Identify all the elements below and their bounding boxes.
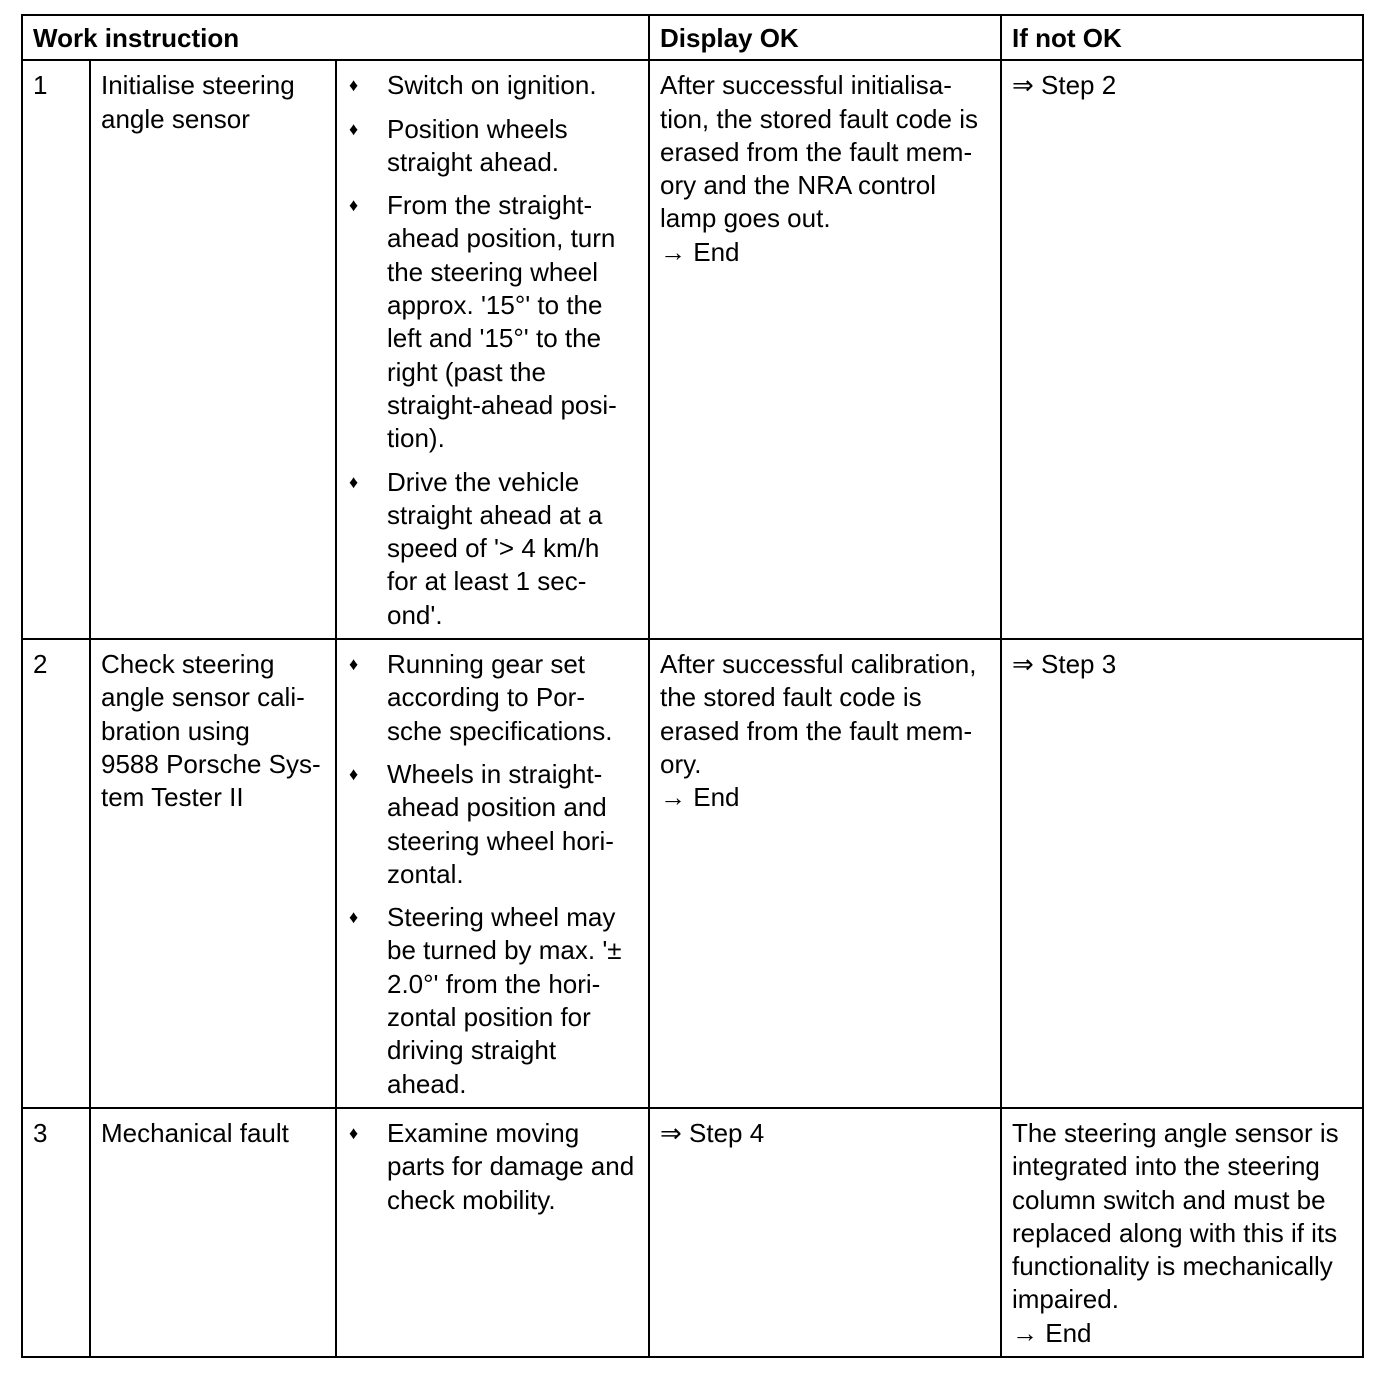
instruction-line: Position wheels: [387, 113, 568, 144]
instruction-line: sche specifications.: [387, 715, 613, 746]
list-item: [347, 113, 638, 180]
if-not-ok-line: integrated into the steering: [1012, 1151, 1320, 1182]
step-title-line: Check steering: [101, 649, 275, 680]
list-item: [347, 901, 638, 1101]
instruction-line: ond'.: [387, 599, 443, 630]
display-ok-line: erased from the fault mem-: [660, 136, 973, 167]
instruction-line: zontal.: [387, 858, 464, 889]
if-not-ok-line: functionality is mechanically: [1012, 1251, 1333, 1282]
instruction-line: Examine moving: [387, 1117, 580, 1148]
if-not-ok-line: replaced along with this if its: [1012, 1217, 1338, 1248]
list-item: [347, 648, 638, 748]
instruction-line: steering wheel hori-: [387, 825, 614, 856]
step-number: 3: [22, 1108, 90, 1357]
instruction-line: straight-ahead posi-: [387, 389, 617, 420]
diamond-bullet-icon: ♦: [349, 654, 359, 675]
header-work-instruction: Work instruction: [22, 15, 649, 60]
instruction-list: [347, 1117, 638, 1217]
instruction-line: driving straight: [387, 1035, 557, 1066]
diamond-bullet-icon: ♦: [349, 907, 359, 928]
step-title-line: angle sensor: [101, 103, 250, 134]
list-item: [347, 69, 638, 102]
if-not-ok-line: impaired.: [1012, 1284, 1119, 1315]
instruction-steps: [336, 1108, 649, 1357]
instruction-line: Drive the vehicle: [387, 466, 580, 497]
diamond-bullet-icon: ♦: [349, 195, 359, 216]
table-row: [22, 1108, 1363, 1357]
list-item: [347, 1117, 638, 1217]
step-title-line: Mechanical fault: [101, 1117, 289, 1148]
instruction-line: Wheels in straight-: [387, 758, 603, 789]
instruction-line: ahead.: [387, 1068, 467, 1099]
display-ok-line: → End: [660, 236, 740, 267]
instruction-steps: [336, 60, 649, 639]
if-not-ok-cell: [1001, 1108, 1363, 1357]
instruction-line: approx. '15°' to the: [387, 290, 603, 321]
instruction-line: parts for damage and: [387, 1151, 635, 1182]
display-ok-line: the stored fault code is: [660, 682, 922, 713]
diamond-bullet-icon: ♦: [349, 75, 359, 96]
if-not-ok-cell: [1001, 60, 1363, 639]
header-display-ok: Display OK: [649, 15, 1001, 60]
diamond-bullet-icon: ♦: [349, 763, 359, 784]
step-title-line: bration using: [101, 715, 250, 746]
step-title-line: 9588 Porsche Sys-: [101, 748, 321, 779]
list-item: [347, 466, 638, 632]
display-ok-line: tion, the stored fault code is: [660, 103, 978, 134]
instruction-line: tion).: [387, 423, 445, 454]
instruction-line: for at least 1 sec-: [387, 566, 587, 597]
instruction-line: the steering wheel: [387, 256, 599, 287]
instruction-line: straight ahead.: [387, 146, 560, 177]
header-if-not-ok: If not OK: [1001, 15, 1363, 60]
instruction-line: 2.0°' from the hori-: [387, 968, 601, 999]
list-item: [347, 758, 638, 891]
instruction-line: check mobility.: [387, 1184, 556, 1215]
if-not-ok-line: ⇒ Step 3: [1012, 649, 1117, 680]
instruction-list: [347, 69, 638, 632]
instruction-line: right (past the: [387, 356, 546, 387]
instruction-list: [347, 648, 638, 1101]
instruction-line: Switch on ignition.: [387, 70, 597, 101]
instruction-line: speed of '> 4 km/h: [387, 533, 600, 564]
instruction-line: ahead position and: [387, 792, 607, 823]
display-ok-line: After successful calibration,: [660, 649, 977, 680]
list-item: [347, 189, 638, 455]
display-ok-line: erased from the fault mem-: [660, 715, 973, 746]
instruction-line: left and '15°' to the: [387, 323, 602, 354]
step-number: 2: [22, 639, 90, 1108]
if-not-ok-line: ⇒ Step 2: [1012, 70, 1117, 101]
table-row: [22, 60, 1363, 639]
display-ok-line: ory.: [660, 748, 702, 779]
instruction-line: Steering wheel may: [387, 902, 616, 933]
display-ok-line: ⇒ Step 4: [660, 1117, 765, 1148]
instruction-line: ahead position, turn: [387, 223, 616, 254]
instruction-line: straight ahead at a: [387, 499, 603, 530]
display-ok-line: After successful initialisa-: [660, 70, 952, 101]
if-not-ok-cell: [1001, 639, 1363, 1108]
display-ok-cell: [649, 60, 1001, 639]
step-title-line: angle sensor cali-: [101, 682, 305, 713]
instruction-steps: [336, 639, 649, 1108]
display-ok-cell: [649, 639, 1001, 1108]
table-row: [22, 639, 1363, 1108]
instruction-line: be turned by max. '±: [387, 935, 622, 966]
step-title: [90, 1108, 336, 1357]
if-not-ok-line: column switch and must be: [1012, 1184, 1326, 1215]
instruction-line: From the straight-: [387, 190, 593, 221]
work-instruction-table: [21, 14, 1364, 1358]
step-title-line: Initialise steering: [101, 70, 295, 101]
step-number: 1: [22, 60, 90, 639]
if-not-ok-line: → End: [1012, 1317, 1092, 1348]
instruction-line: zontal position for: [387, 1002, 591, 1033]
display-ok-cell: [649, 1108, 1001, 1357]
step-title: [90, 60, 336, 639]
display-ok-line: lamp goes out.: [660, 203, 831, 234]
diamond-bullet-icon: ♦: [349, 1122, 359, 1143]
header-row: [22, 15, 1363, 60]
table-body: [22, 60, 1363, 1357]
step-title: [90, 639, 336, 1108]
diamond-bullet-icon: ♦: [349, 471, 359, 492]
if-not-ok-line: The steering angle sensor is: [1012, 1117, 1339, 1148]
instruction-line: according to Por-: [387, 682, 585, 713]
display-ok-line: → End: [660, 782, 740, 813]
diamond-bullet-icon: ♦: [349, 118, 359, 139]
step-title-line: tem Tester II: [101, 782, 244, 813]
instruction-line: Running gear set: [387, 649, 586, 680]
display-ok-line: ory and the NRA control: [660, 170, 937, 201]
